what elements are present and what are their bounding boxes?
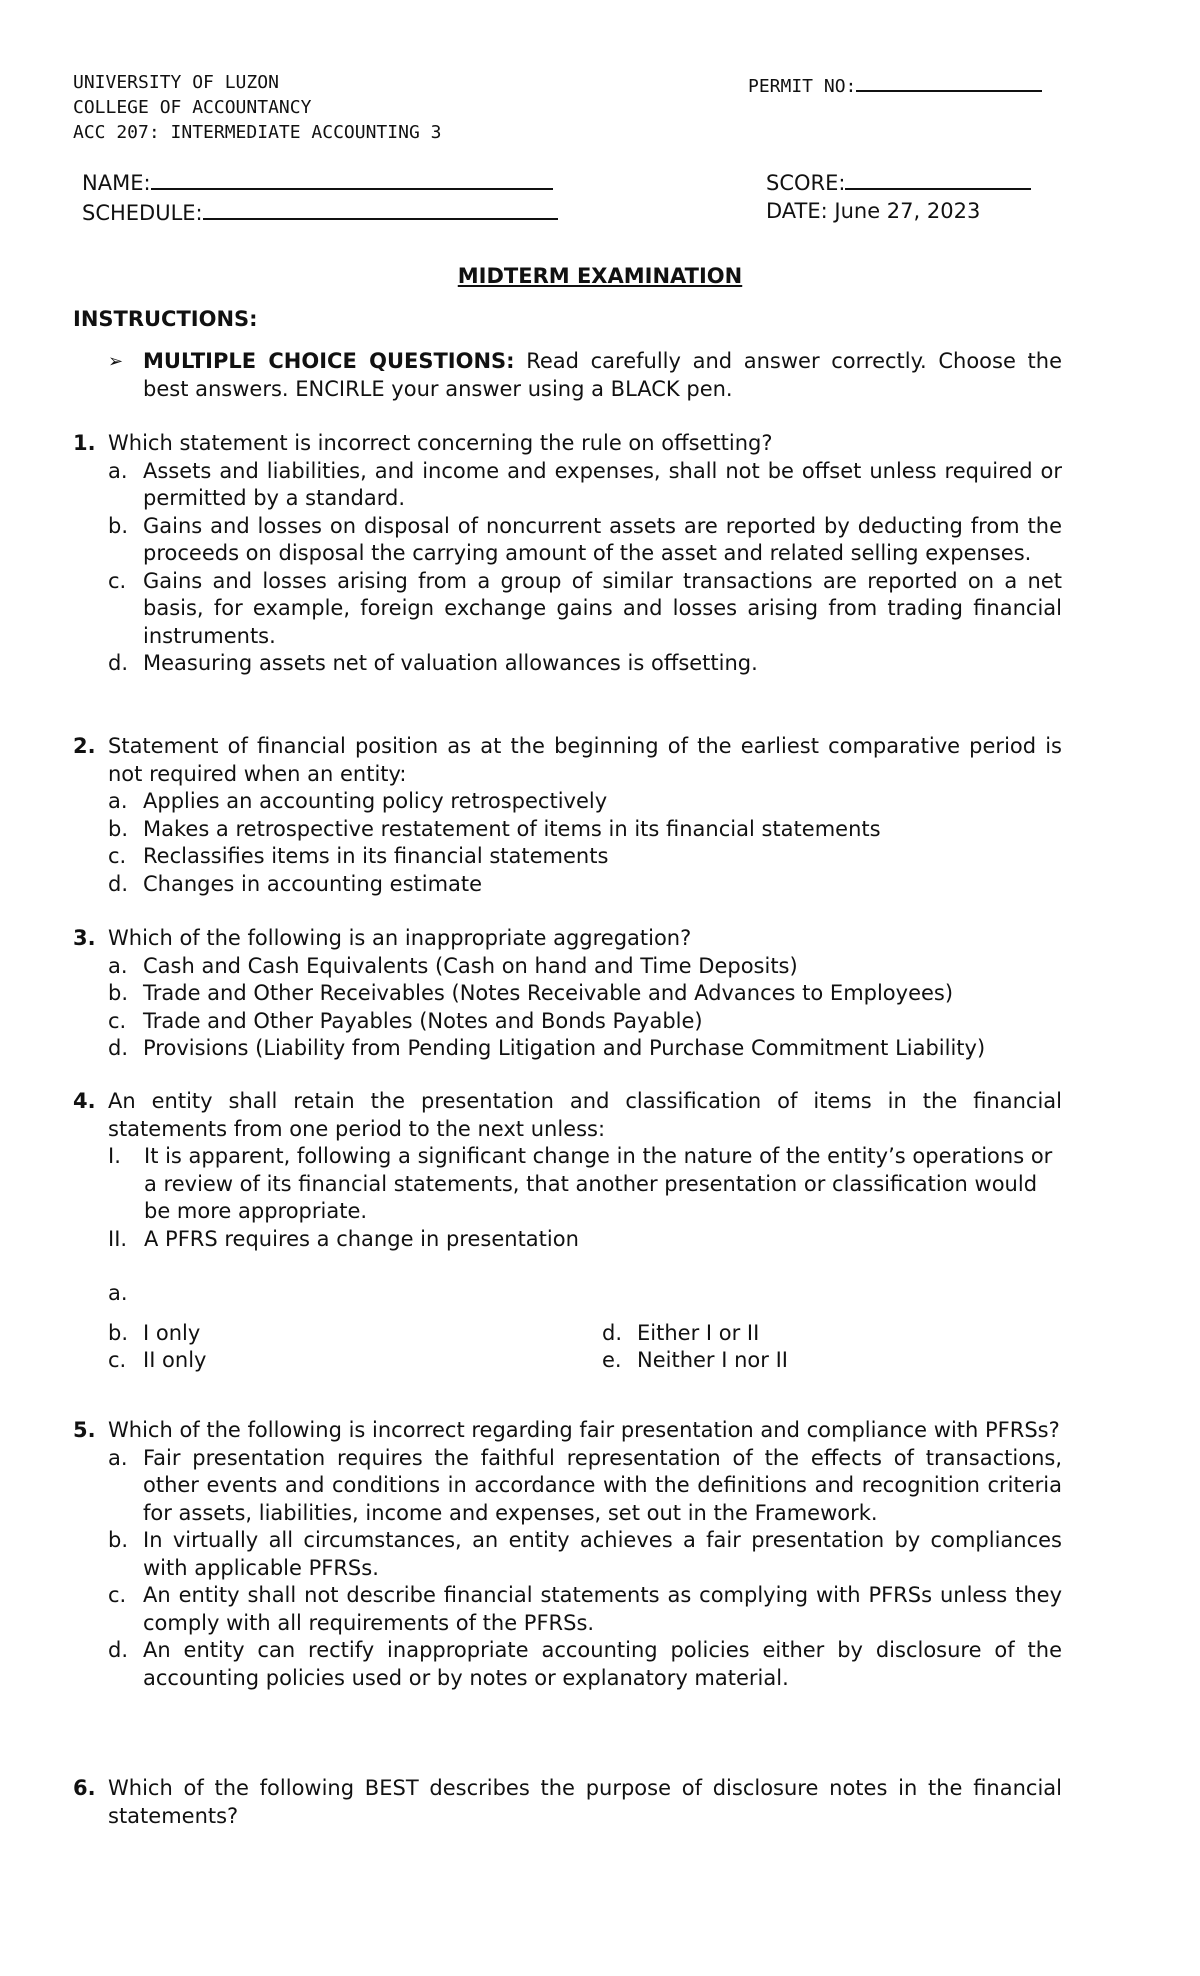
permit-blank[interactable] [856, 70, 1042, 92]
question-stem: Which of the following BEST describes the purpose of disclosure notes in the financial statements? [108, 1776, 1062, 1828]
arrow-bullet-icon: ➢ [108, 351, 124, 372]
schedule-blank[interactable] [203, 198, 558, 220]
instruction-text [143, 348, 1062, 403]
instruction-bold: MULTIPLE CHOICE QUESTIONS: [143, 349, 515, 373]
option-text: Gains and losses arising from a group of similar transactions are reported on a net basis, for example, foreign exchange gains and losses arising from trading financial instruments. [143, 568, 1062, 648]
option-label: d. [108, 1036, 129, 1060]
option-label: d. [108, 871, 129, 896]
option-label: b. [108, 981, 129, 1005]
option-c[interactable] [108, 568, 1062, 651]
option-text: An entity can rectify inappropriate accounting policies either by disclosure of the accounting policies used or by notes or explanatory material. [143, 1638, 1062, 1690]
name-field [82, 168, 558, 198]
instructions-heading: INSTRUCTIONS: [73, 307, 258, 331]
question-number: 3. [73, 926, 96, 950]
question-3 [73, 925, 1062, 1063]
option-label: c. [108, 844, 127, 868]
option-text: Makes a retrospective restatement of items in its financial statements [143, 816, 881, 841]
statement-label: I. [108, 1144, 121, 1168]
statement-i [108, 1143, 1062, 1226]
question-5 [73, 1417, 1062, 1692]
option-text: Changes in accounting estimate [143, 871, 483, 896]
option-label: a. [108, 1445, 128, 1470]
option-label: a. [108, 953, 128, 978]
question-stem: Statement of financial position as at the beginning of the earliest comparative period is not required when an entity: [108, 734, 1062, 786]
option-b[interactable] [108, 1527, 1062, 1582]
option-text: Measuring assets net of valuation allowances is offsetting. [143, 651, 758, 675]
question-number: 5. [73, 1418, 96, 1442]
option-c[interactable] [108, 1582, 1062, 1637]
college-name: COLLEGE OF ACCOUNTANCY [73, 97, 312, 118]
option-d[interactable] [108, 1637, 1062, 1692]
question-4 [73, 1088, 1062, 1376]
option-text: In virtually all circumstances, an entity achieves a fair presentation by compliances with applicable PFRSs. [143, 1528, 1062, 1580]
question-2 [73, 733, 1062, 898]
score-label: SCORE: [766, 171, 846, 195]
student-info-left [82, 168, 558, 227]
option-c[interactable] [108, 843, 1062, 871]
option-label: c. [108, 1008, 127, 1033]
option-d[interactable] [108, 1035, 1062, 1063]
statement-ii [108, 1226, 1062, 1254]
statement-label: II. [108, 1226, 128, 1251]
option-label: a. [108, 458, 128, 483]
option-text: Trade and Other Payables (Notes and Bonds Payable) [143, 1008, 703, 1033]
university-name: UNIVERSITY OF LUZON [73, 72, 279, 93]
option-b[interactable] [108, 1320, 200, 1348]
option-label: c. [108, 1348, 127, 1372]
option-text: Fair presentation requires the faithful representation of the effects of transactions, other events and conditions in accordance with the definitions and recognition criteria for assets, liabilities, income and expenses, set out in the Framework. [143, 1445, 1062, 1525]
permit-field [748, 70, 1042, 99]
option-label: a. [108, 789, 128, 813]
institution-header [73, 70, 441, 145]
option-text: Applies an accounting policy retrospectively [143, 789, 608, 813]
option-b[interactable] [108, 816, 1062, 844]
question-number: 6. [73, 1776, 96, 1800]
option-text: Neither I nor II [637, 1348, 788, 1372]
score-blank[interactable] [845, 168, 1031, 190]
option-text: Reclassifies items in its financial statements [143, 844, 609, 868]
student-info-right [766, 168, 1031, 225]
option-d[interactable] [108, 650, 1062, 678]
question-stem: Which of the following is incorrect regarding fair presentation and compliance with PFRSs? [108, 1418, 1060, 1442]
statement-text [108, 1226, 1062, 1254]
option-a[interactable] [108, 788, 1062, 816]
option-label: c. [108, 568, 127, 593]
question-stem: Which of the following is an inappropriate aggregation? [108, 926, 692, 950]
option-text: An entity shall not describe financial statements as complying with PFRSs unless they comply with all requirements of the PFRSs. [143, 1583, 1062, 1635]
option-label: d. [602, 1320, 623, 1345]
option-label: b. [108, 1320, 129, 1345]
option-text: Trade and Other Receivables (Notes Receivable and Advances to Employees) [143, 981, 954, 1005]
question-number: 2. [73, 734, 96, 758]
option-label: b. [108, 816, 129, 841]
question-6 [73, 1775, 1062, 1830]
option-label: d. [108, 651, 129, 675]
course-title: ACC 207: INTERMEDIATE ACCOUNTING 3 [73, 122, 442, 143]
name-label: NAME: [82, 171, 151, 195]
option-text: Gains and losses on disposal of noncurrent assets are reported by deducting from the proceeds on disposal the carrying amount of the asset and related selling expenses. [143, 513, 1062, 565]
option-text: Assets and liabilities, and income and expenses, shall not be offset unless required or permitted by a standard. [143, 458, 1062, 510]
question-number: 1. [73, 431, 96, 455]
schedule-label: SCHEDULE: [82, 200, 203, 225]
page-title: MIDTERM EXAMINATION [457, 264, 743, 288]
statement-body: A PFRS requires a change in presentation [144, 1226, 579, 1251]
option-a[interactable] [108, 1445, 1062, 1528]
permit-label: PERMIT NO: [748, 76, 857, 97]
option-label: c. [108, 1583, 127, 1607]
exam-date: DATE: June 27, 2023 [766, 198, 981, 223]
name-blank[interactable] [151, 168, 553, 190]
question-stem: An entity shall retain the presentation and classification of items in the financial statements from one period to the next unless: [108, 1089, 1062, 1141]
option-label: e. [602, 1348, 622, 1372]
schedule-field [82, 198, 558, 228]
option-text: Provisions (Liability from Pending Litigation and Purchase Commitment Liability) [143, 1036, 986, 1060]
option-text: Either I or II [637, 1320, 760, 1345]
options-grid [108, 1320, 1062, 1376]
score-field [766, 168, 1031, 198]
statement-text [108, 1143, 1062, 1226]
option-a[interactable] [108, 458, 1062, 513]
question-number: 4. [73, 1089, 96, 1113]
option-text: II only [143, 1348, 207, 1372]
option-text: I only [143, 1320, 201, 1345]
instruction-item [108, 348, 1062, 403]
instruction-body: Read carefully and answer correctly. Choose the best answers. ENCIRLE your answer using a BLACK pen. [143, 349, 1063, 401]
question-stem: Which statement is incorrect concerning the rule on offsetting? [108, 431, 773, 455]
option-b[interactable] [108, 513, 1062, 568]
option-label: b. [108, 1528, 129, 1552]
option-label: d. [108, 1638, 129, 1662]
option-d[interactable] [108, 871, 1062, 899]
question-1 [73, 430, 1062, 678]
option-label: a. [108, 1281, 128, 1305]
option-b[interactable] [108, 980, 1062, 1008]
option-a[interactable] [108, 1280, 1062, 1308]
option-c[interactable] [108, 1347, 206, 1375]
statement-body: It is apparent, following a significant change in the nature of the entity’s operations or a review of its financial statements, that another presentation or classification would be more appropriate. [144, 1144, 1053, 1223]
option-a[interactable] [108, 953, 1062, 981]
option-d[interactable] [602, 1320, 759, 1348]
option-c[interactable] [108, 1008, 1062, 1036]
option-text: Cash and Cash Equivalents (Cash on hand and Time Deposits) [143, 953, 798, 978]
option-label: b. [108, 513, 129, 538]
option-e[interactable] [602, 1347, 788, 1375]
